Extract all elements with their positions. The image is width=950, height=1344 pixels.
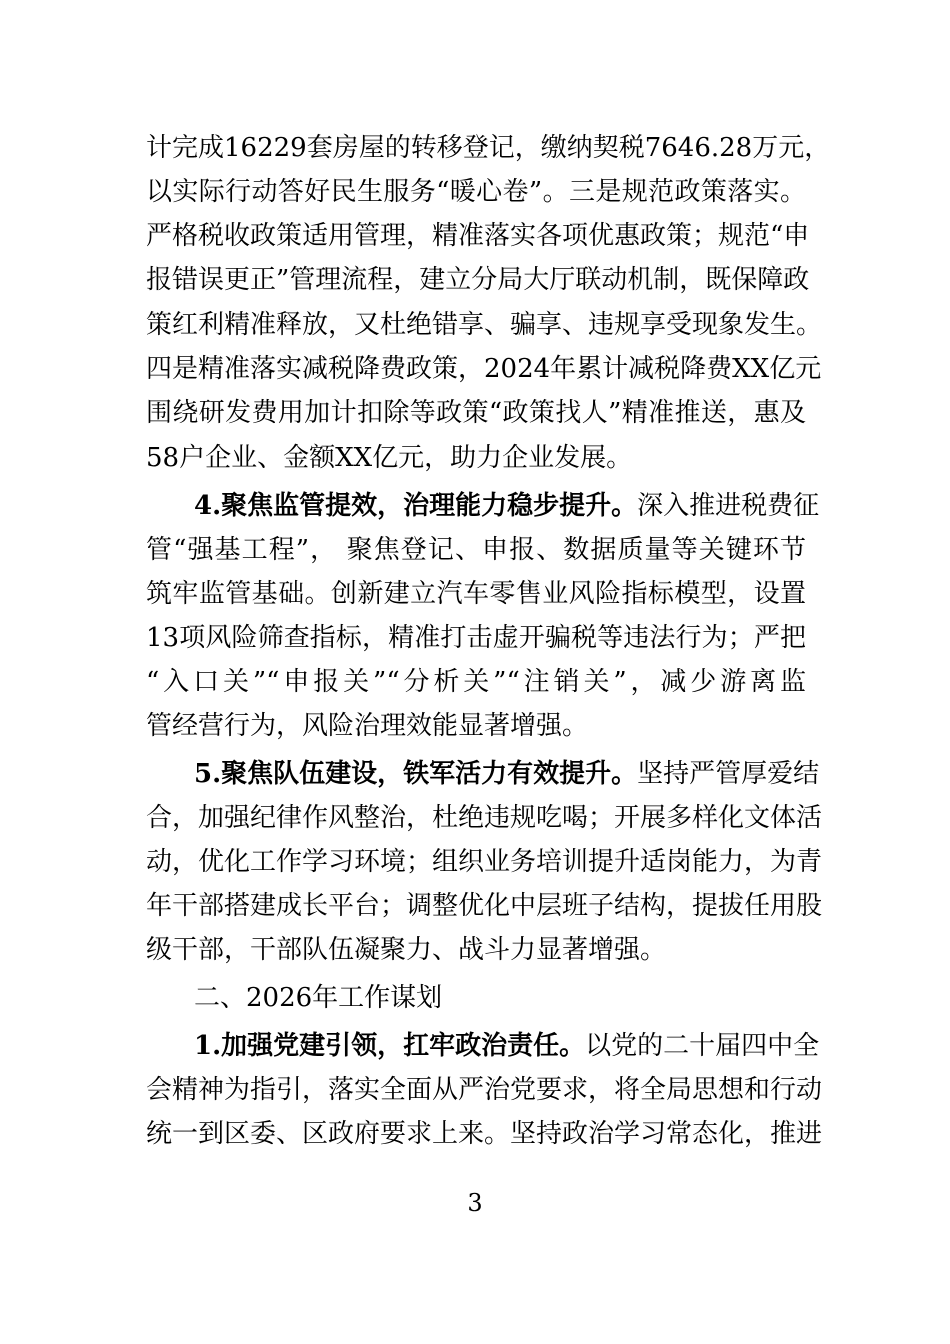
text-line: 策红利精准释放，又杜绝错享、骗享、违规享受现象发生。 (146, 310, 823, 340)
text-span: 坚持严管厚爱结 (637, 759, 820, 789)
text-line: 会精神为指引，落实全面从严治党要求，将全局思想和行动 (146, 1075, 823, 1105)
section-5-heading: 5.聚焦队伍建设，铁军活力有效提升。 (194, 759, 638, 789)
section-5-heading-line (194, 752, 820, 796)
text-line: 计完成16229套房屋的转移登记，缴纳契税7646.28万元， (146, 133, 831, 163)
text-line: 以实际行动答好民生服务“暖心卷”。三是规范政策落实。 (146, 177, 806, 207)
plan-1-heading-line (194, 1024, 820, 1068)
section-4-heading-line (194, 484, 820, 528)
text-line: 围绕研发费用加计扣除等政策“政策找人”精准推送，惠及 (146, 398, 806, 428)
text-line: 年干部搭建成长平台；调整优化中层班子结构，提拔任用股 (146, 891, 823, 921)
text-line: 筑牢监管基础。创新建立汽车零售业风险指标模型，设置 (146, 579, 806, 609)
text-line: 统一到区委、区政府要求上来。坚持政治学习常态化，推进 (146, 1119, 823, 1149)
plan-1-heading: 1.加强党建引领，扛牢政治责任。 (194, 1031, 586, 1061)
text-line: 管“强基工程”， 聚焦登记、申报、数据质量等关键环节 (146, 535, 806, 565)
text-line: 严格税收政策适用管理，精准落实各项优惠政策；规范“申 (146, 221, 810, 251)
text-line: 13项风险筛查指标，精准打击虚开骗税等违法行为；严把 (146, 623, 806, 653)
page-number: 3 (467, 1189, 483, 1217)
text-line: 管经营行为，风险治理效能显著增强。 (146, 711, 589, 741)
text-span: 深入推进税费征 (637, 491, 820, 521)
text-line: 合，加强纪律作风整治，杜绝违规吃喝；开展多样化文体活 (146, 803, 823, 833)
text-line: 动，优化工作学习环境；组织业务培训提升适岗能力，为青 (146, 847, 823, 877)
part-two-heading: 二、2026年工作谋划 (194, 983, 443, 1013)
text-line: “入口关”“申报关”“分析关”“注销关”，减少游离监 (146, 667, 806, 697)
text-line: 58户企业、金额XX亿元，助力企业发展。 (146, 443, 633, 473)
text-line: 四是精准落实减税降费政策，2024年累计减税降费XX亿元 (146, 354, 822, 384)
text-line: 报错误更正”管理流程，建立分局大厅联动机制，既保障政 (146, 265, 810, 295)
text-span: 以党的二十届四中全 (585, 1031, 820, 1061)
text-line: 级干部，干部队伍凝聚力、战斗力显著增强。 (146, 935, 667, 965)
section-4-heading: 4.聚焦监管提效，治理能力稳步提升。 (194, 491, 638, 521)
